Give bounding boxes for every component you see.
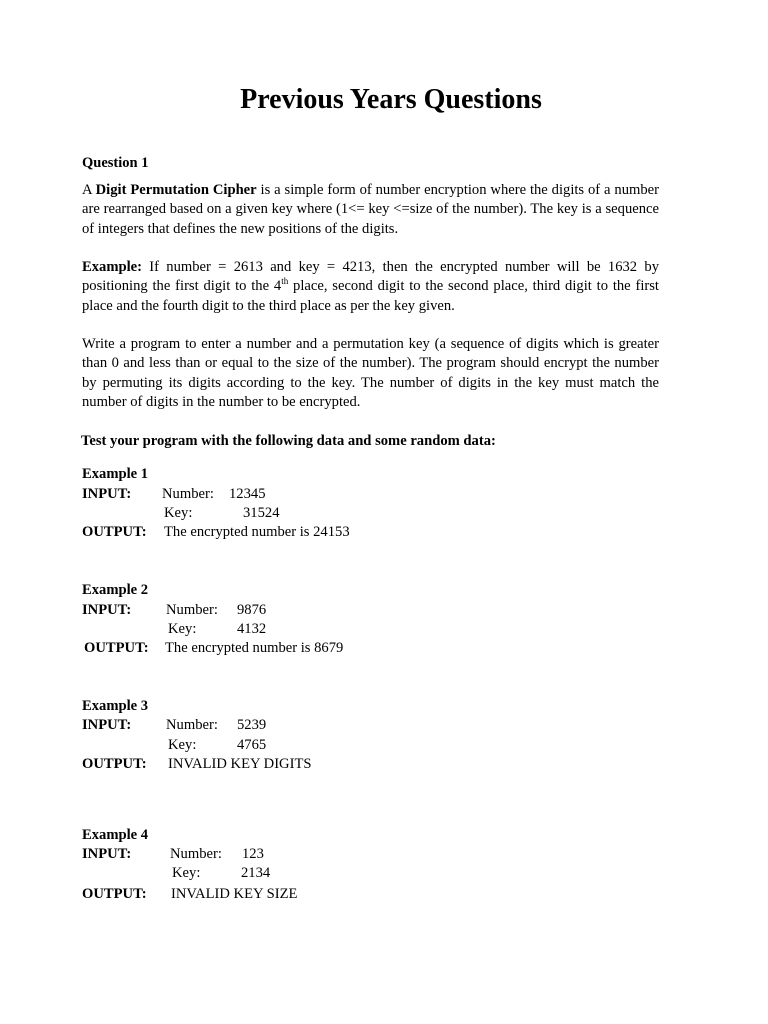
number-label: Number: (170, 846, 222, 862)
page-title: Previous Years Questions (240, 84, 542, 115)
intro-paragraph (82, 181, 659, 239)
number-value: 9876 (237, 602, 267, 618)
key-label: Key: (164, 505, 193, 521)
number-label: Number: (166, 717, 218, 733)
key-label: Key: (168, 737, 197, 753)
key-value: 4132 (237, 621, 267, 637)
question-heading: Question 1 (82, 155, 149, 171)
output-value: The encrypted number is 24153 (164, 524, 350, 540)
test-heading: Test your program with the following data and some random data: (81, 433, 496, 449)
example-label: Example: (82, 259, 142, 275)
intro-rest: is a simple form of number encryption where the digits of a number are rearranged based on a given key where (1<= key <=size of the number). The key is a sequence of integers that defines the new positions of the digits. (82, 182, 659, 237)
key-value: 31524 (243, 505, 280, 521)
output-label: OUTPUT: (82, 886, 147, 902)
example-title: Example 2 (82, 582, 149, 598)
number-value: 12345 (229, 486, 266, 502)
key-value: 2134 (241, 865, 271, 881)
input-label: INPUT: (82, 602, 132, 618)
number-value: 123 (242, 846, 264, 862)
output-value: INVALID KEY SIZE (171, 886, 298, 902)
key-label: Key: (168, 621, 197, 637)
input-label: INPUT: (82, 486, 132, 502)
number-label: Number: (162, 486, 214, 502)
key-value: 4765 (237, 737, 267, 753)
ordinal-superscript: th (281, 276, 289, 287)
cipher-name: Digit Permutation Cipher (95, 182, 257, 198)
example-title: Example 4 (82, 827, 149, 843)
output-label: OUTPUT: (82, 524, 147, 540)
example-title: Example 3 (82, 698, 149, 714)
key-label: Key: (172, 865, 201, 881)
output-label: OUTPUT: (82, 756, 147, 772)
input-label: INPUT: (82, 717, 132, 733)
example-paragraph (82, 258, 659, 316)
task-paragraph: Write a program to enter a number and a permutation key (a sequence of digits which is greater than 0 and less than or equal to the size of the number). The program should encrypt the number by permuting its digits according to the key. The number of digits in the key must match the number of digits in the number to be encrypted. (82, 336, 659, 411)
number-value: 5239 (237, 717, 267, 733)
output-value: The encrypted number is 8679 (165, 640, 344, 656)
intro-prefix: A (82, 182, 96, 198)
input-label: INPUT: (82, 846, 132, 862)
example-text-2: place, second digit to the second place, third digit to the first place and the fourth digit to the third place as per the key given. (82, 278, 659, 314)
output-label: OUTPUT: (84, 640, 149, 656)
number-label: Number: (166, 602, 218, 618)
example-text-1: If number = 2613 and key = 4213, then the encrypted number will be 1632 by positioning the first digit to the 4 (82, 259, 659, 295)
example-title: Example 1 (82, 466, 149, 482)
output-value: INVALID KEY DIGITS (168, 756, 312, 772)
